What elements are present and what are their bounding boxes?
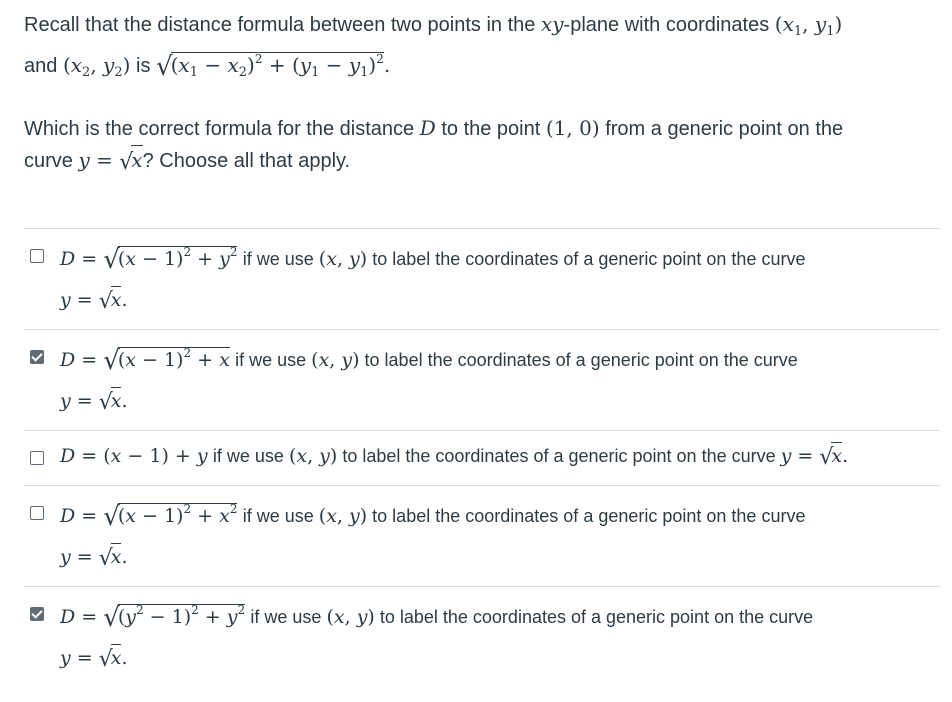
answer-option-4[interactable]: $D = √(x - 1)^2 + x^2$ if we use (x, y) to label the coordinates of a generic point on the curve y = √x. <box>24 485 940 586</box>
question-line-4: curve y = √x? Choose all that apply. <box>24 148 350 175</box>
checkbox-option-5[interactable] <box>30 607 44 621</box>
answer-option-5[interactable]: $D = √(y^2 - 1)^2 + y^2$ if we use (x, y) to label the coordinates of a generic point on the curve y = √x. <box>24 586 940 687</box>
checkbox-option-4[interactable] <box>30 506 44 520</box>
question-line-2: and ($x_2$, $y_2$) is $√(x_1 - x_2)^2 + (y_1 - y_1)^2$. <box>24 52 391 82</box>
checkbox-option-2[interactable] <box>30 350 44 364</box>
checkbox-option-1[interactable] <box>30 249 44 263</box>
answer-option-1[interactable]: $D = √(x - 1)^2 + y^2$ if we use (x, y) to label the coordinates of a generic point on the curve y = √x. <box>24 228 940 329</box>
answer-options <box>24 228 940 687</box>
question-line-1: Recall that the distance formula between two points in the xy-plane with coordinates ($x_1$, $y_1$) <box>24 12 843 39</box>
question-line-3: Which is the correct formula for the distance D to the point (1, 0) from a generic point on the <box>24 116 844 140</box>
question-text: Recall that the distance formula between two points in the <box>24 14 536 36</box>
checkbox-option-3[interactable] <box>30 451 44 465</box>
answer-option-2[interactable]: $D = √(x - 1)^2 + x$ if we use (x, y) to label the coordinates of a generic point on the curve y = √x. <box>24 329 940 430</box>
answer-option-3[interactable]: D = (x − 1) + y if we use (x, y) to label the coordinates of a generic point on the curve y = √x. <box>24 430 940 485</box>
